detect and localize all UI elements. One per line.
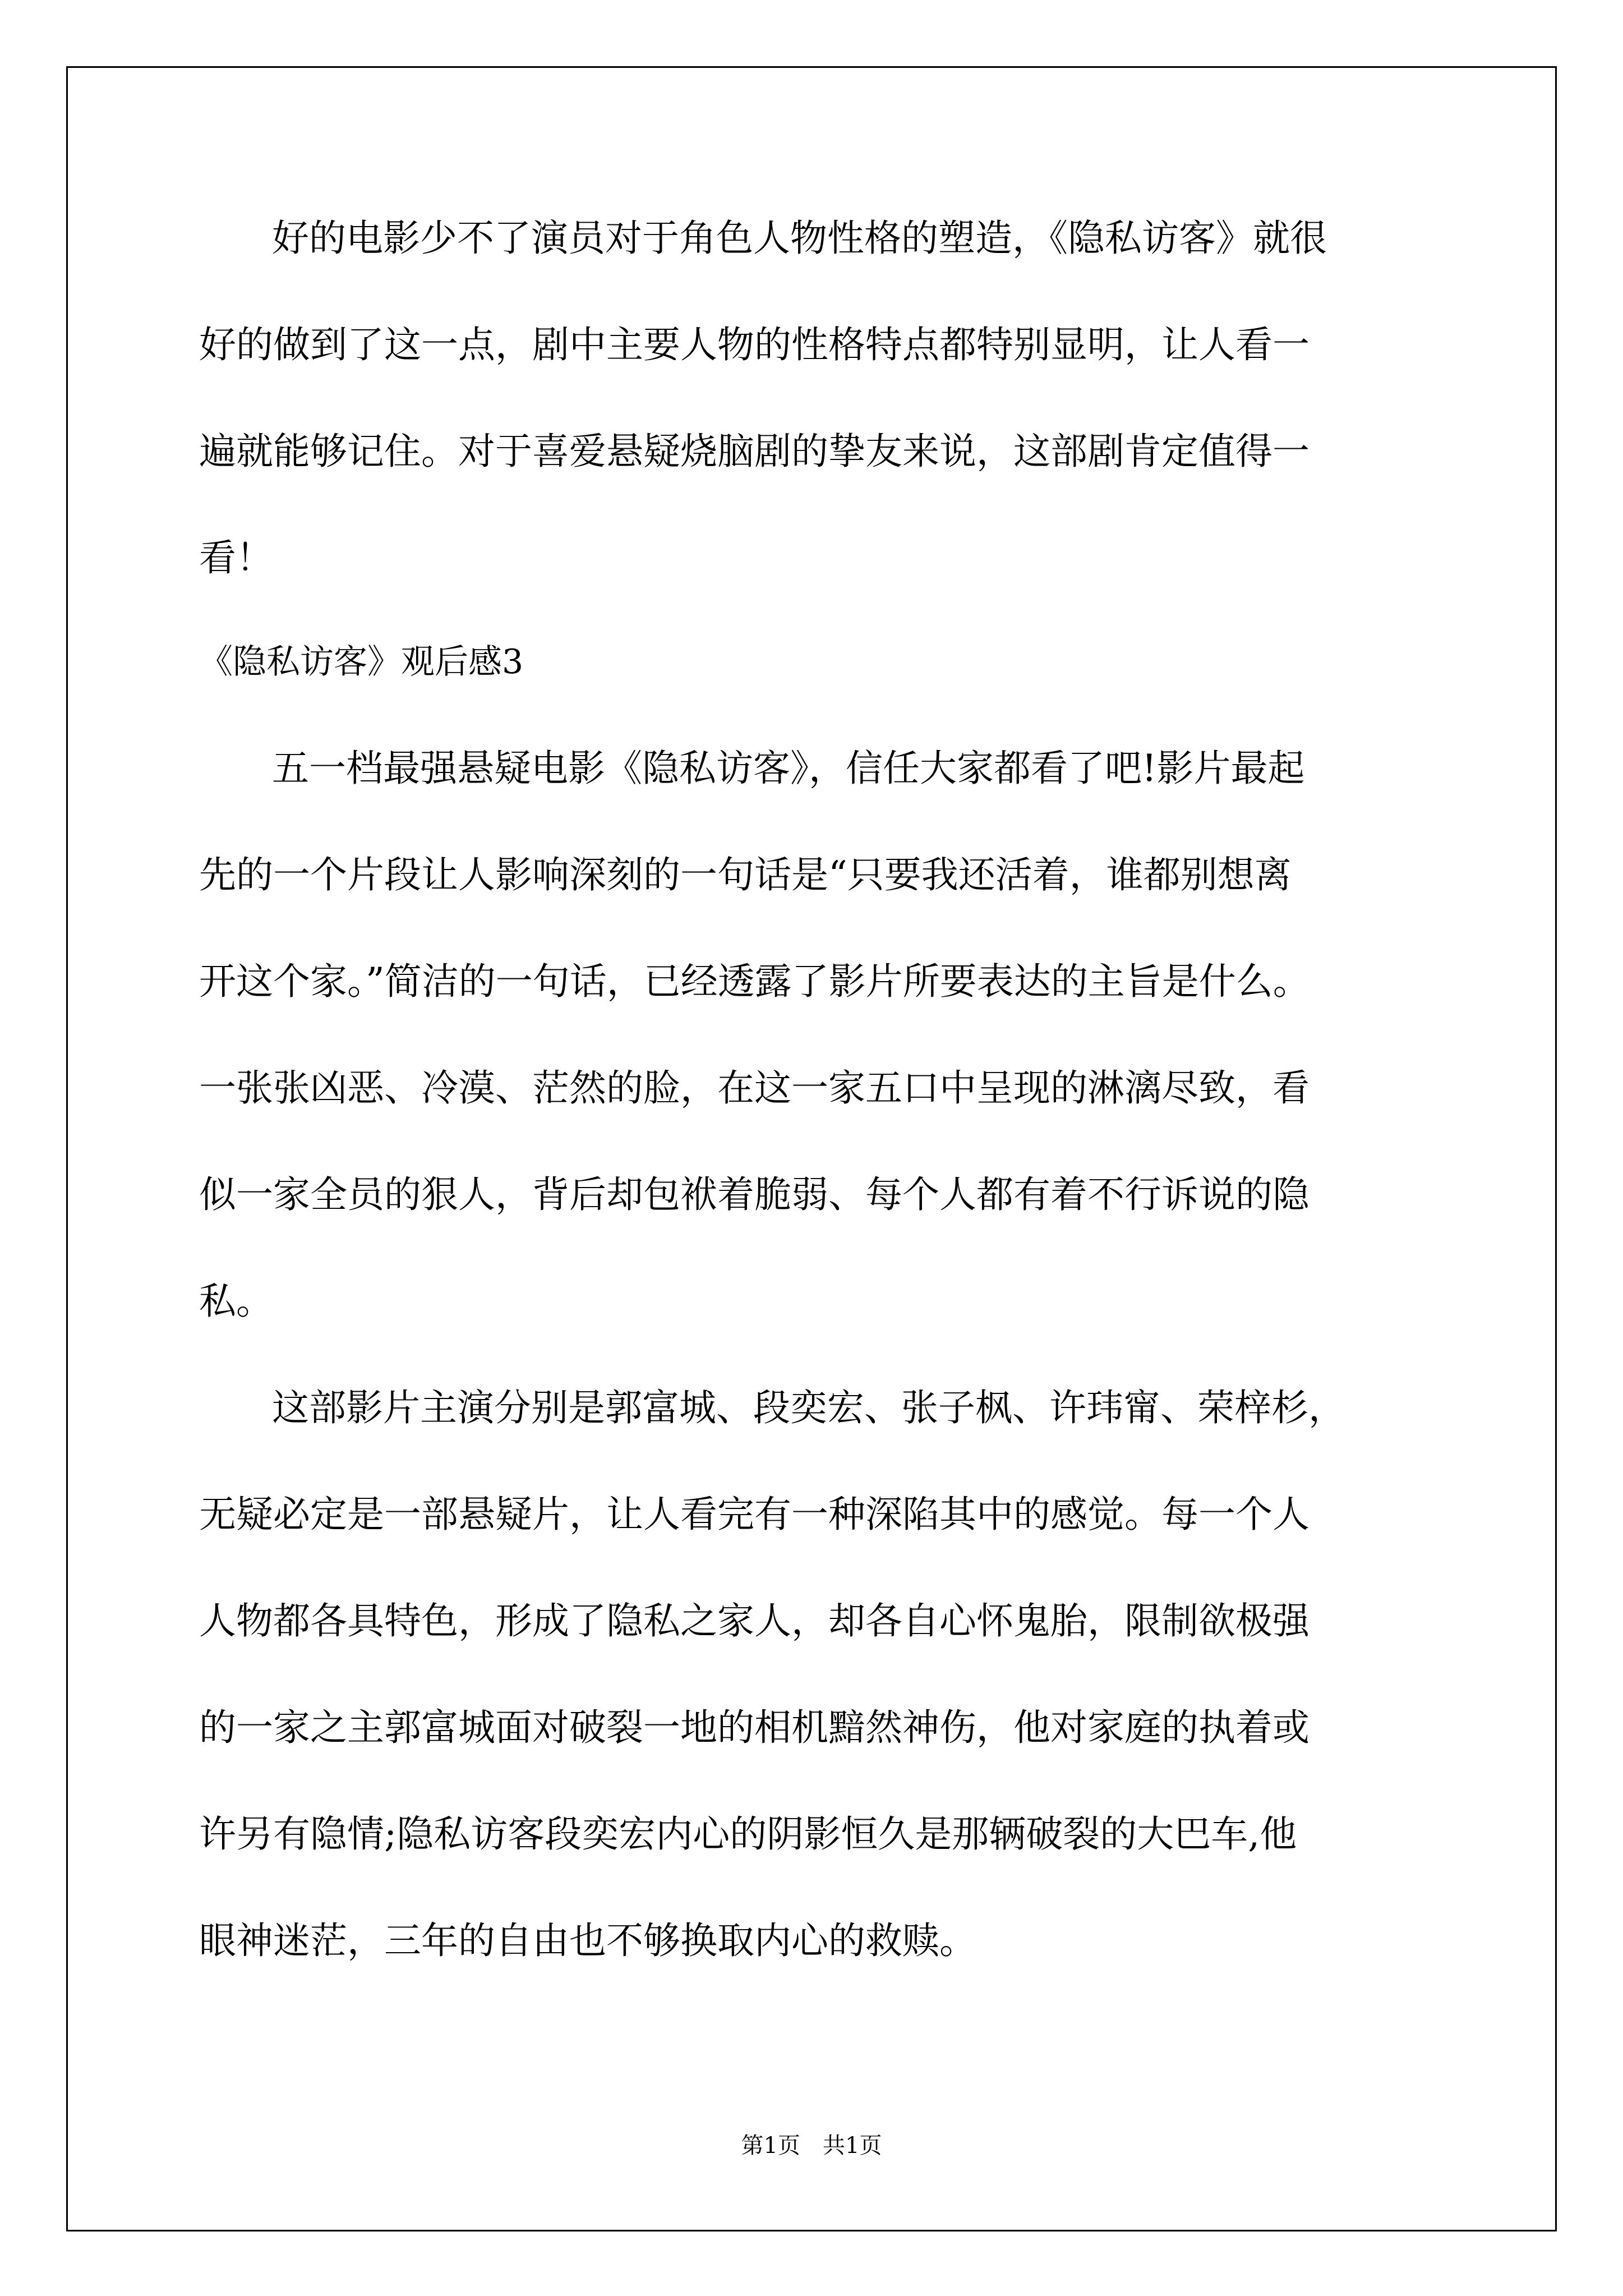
paragraph-line: 人物都各具特色，形成了隐私之家人，却各自心怀鬼胎，限制欲极强: [199, 1599, 1310, 1642]
page-number-footer: 第1页 共1页: [741, 2133, 882, 2159]
paragraph-line: 的一家之主郭富城面对破裂一地的相机黯然神伤，他对家庭的执着或: [199, 1706, 1310, 1749]
section-heading: 《隐私访客》观后感3: [199, 642, 524, 682]
paragraph-line: 私。: [199, 1280, 273, 1323]
paragraph-line: 似一家全员的狠人，背后却包袱着脆弱、每个人都有着不行诉说的隐: [199, 1173, 1310, 1216]
paragraph-line: 看！: [199, 536, 273, 579]
paragraph-line: 好的做到了这一点，剧中主要人物的性格特点都特别显明，让人看一: [199, 323, 1310, 366]
paragraph-line: 先的一个片段让人影响深刻的一句话是“只要我还活着，谁都别想离: [199, 853, 1292, 896]
paragraph-line: 一张张凶恶、冷漠、茫然的脸，在这一家五口中呈现的淋漓尽致，看: [199, 1066, 1310, 1110]
paragraph-line: 开这个家。”简洁的一句话，已经透露了影片所要表达的主旨是什么。: [199, 960, 1310, 1003]
page-border: [66, 66, 1557, 2231]
paragraph-line: 许另有隐情;隐私访客段奕宏内心的阴影恒久是那辆破裂的大巴车,他: [199, 1812, 1297, 1856]
paragraph-line: 遍就能够记住。对于喜爱悬疑烧脑剧的挚友来说，这部剧肯定值得一: [199, 430, 1310, 473]
paragraph-line: 无疑必定是一部悬疑片，让人看完有一种深陷其中的感觉。每一个人: [199, 1493, 1310, 1536]
paragraph-line: 这部影片主演分别是郭富城、段奕宏、张子枫、许玮甯、荣梓杉，: [272, 1386, 1345, 1429]
paragraph-line: 好的电影少不了演员对于角色人物性格的塑造，《隐私访客》就很: [272, 217, 1327, 260]
paragraph-line: 眼神迷茫，三年的自由也不够换取内心的救赎。: [199, 1919, 976, 1962]
paragraph-line: 五一档最强悬疑电影《隐私访客》，信任大家都看了吧!影片最起: [272, 747, 1305, 790]
